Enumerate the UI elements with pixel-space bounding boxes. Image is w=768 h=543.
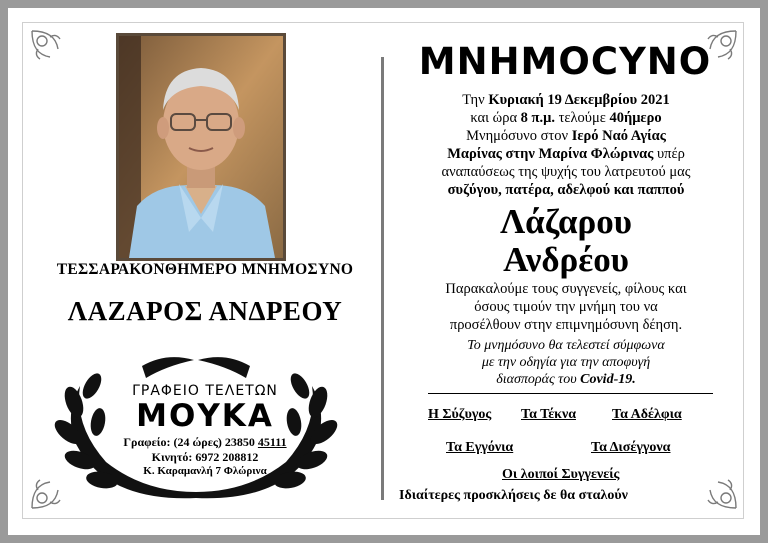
memorial-heading: ΜΝΗΜΟCΥΝΟ (418, 40, 712, 83)
office-phone-label: Γραφείο: (24 ώρες) 23850 (123, 435, 258, 449)
funeral-home-mobile: Κινητό: 6972 208812 (151, 450, 259, 464)
line2-prefix: και ώρα (470, 110, 521, 126)
signature-wife: Η Σύζυγος (428, 407, 492, 422)
announcement-line-3 (392, 128, 740, 146)
funeral-home-label: ΓΡΑΦΕΙΟ ΤΕΛΕΤΩΝ (132, 383, 278, 399)
signature-grandchildren: Τα Εγγόνια (446, 440, 514, 455)
deceased-last-name: Ανδρέου (503, 240, 629, 279)
covid-note-prefix: διασποράς του (496, 372, 581, 387)
no-invitations-note: Ιδιαίτερες προσκλήσεις δε θα σταλούν (399, 488, 628, 503)
forty-day-memorial-title: ΤΕΣΣΑΡΑΚΟΝΘΗΜΕΡΟ ΜΝΗΜΟΣΥΝΟ (56, 261, 354, 278)
signature-siblings: Τα Αδέλφια (612, 407, 682, 422)
covid-name: Covid-19. (580, 372, 636, 387)
line1-prefix: Την (462, 92, 489, 108)
announcement-line-2 (392, 110, 740, 128)
deceased-name-caps: ΛΑΖΑΡΟΣ ΑΝΔΡΕΟΥ (67, 296, 343, 326)
service-date: Κυριακή 19 Δεκεμβρίου 2021 (488, 92, 670, 108)
portrait-photo (116, 33, 286, 261)
church-location: Μαρίνας στην Μαρίνα Φλώρινας (447, 146, 654, 162)
signature-great-grandchildren: Τα Δισέγγονα (591, 440, 671, 455)
signature-other-relatives: Οι λοιποί Συγγενείς (502, 467, 620, 482)
covid-note-line-3 (392, 371, 740, 388)
signature-children: Τα Τέκνα (521, 407, 577, 422)
announcement-line-4 (392, 146, 740, 164)
invitation-line-3: προσέλθουν στην επιμνημόσυνη δέηση. (449, 317, 683, 333)
funeral-home-office-phone (90, 435, 320, 450)
line4-suffix: υπέρ (653, 146, 685, 162)
memorial-type: 40ήμερο (609, 110, 662, 126)
horizontal-rule (428, 393, 713, 394)
office-phone-number: 45111 (257, 435, 287, 449)
deceased-first-name: Λάζαρου (500, 202, 632, 241)
service-time: 8 π.μ. (520, 110, 555, 126)
invitation-line-1: Παρακαλούμε τους συγγενείς, φίλους και (445, 281, 687, 297)
vertical-divider (381, 57, 384, 500)
invitation-line-2: όσους τιμούν την μνήμη του να (474, 299, 658, 315)
funeral-home-address: Κ. Καραμανλή 7 Φλώρινα (143, 465, 267, 477)
church-name: Ιερό Ναό Αγίας (571, 128, 666, 144)
announcement-line-6: συζύγου, πατέρα, αδελφού και παππού (447, 182, 685, 198)
corner-ornament-top-left (28, 27, 74, 73)
line3-prefix: Μνημόσυνο στον (466, 128, 572, 144)
announcement-line-5: αναπαύσεως της ψυχής του λατρευτού μας (441, 164, 691, 180)
covid-note-line-2: με την οδηγία για την αποφυγή (481, 355, 651, 370)
corner-ornament-bottom-right (694, 466, 740, 512)
covid-note-line-1: Το μνημόσυνο θα τελεστεί σύμφωνα (467, 338, 665, 353)
announcement-line-1 (392, 92, 740, 110)
line2-middle: τελούμε (554, 110, 610, 126)
funeral-home-name: ΜΟΥΚΑ (136, 398, 274, 434)
